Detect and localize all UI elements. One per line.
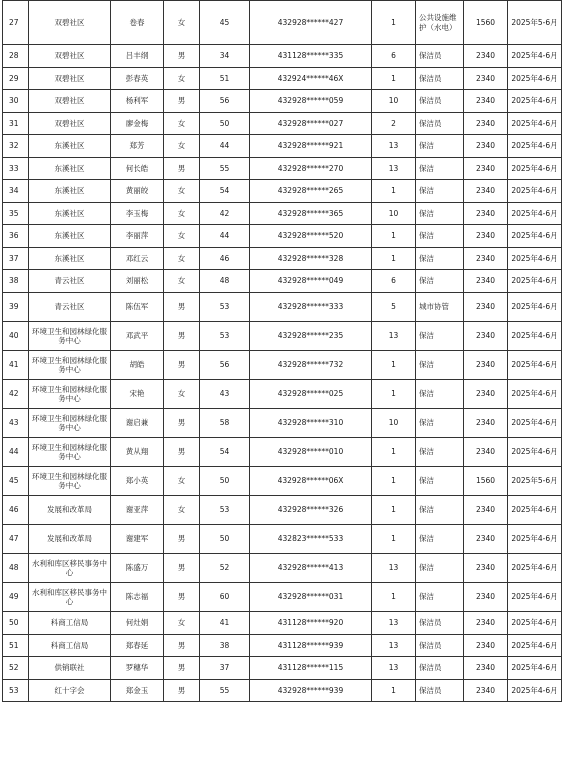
cell-position: 保洁 [416, 135, 464, 158]
table-body [3, 1, 562, 702]
cell-age: 37 [200, 657, 250, 680]
cell-position: 保洁员 [416, 90, 464, 113]
cell-gender: 女 [164, 203, 200, 225]
cell-id-number: 431128******115 [250, 657, 372, 680]
cell-gender: 女 [164, 1, 200, 45]
cell-name: 邓红云 [111, 248, 164, 270]
cell-gender: 男 [164, 409, 200, 438]
cell-age: 50 [200, 467, 250, 496]
table-row [3, 1, 562, 45]
cell-index: 39 [3, 293, 29, 322]
cell-index: 45 [3, 467, 29, 496]
cell-months: 1 [372, 496, 416, 525]
cell-name: 陈志福 [111, 583, 164, 612]
cell-period: 2025年4-6月 [508, 135, 562, 158]
cell-position: 保洁员 [416, 113, 464, 135]
table-row [3, 158, 562, 180]
cell-name: 黄从翔 [111, 438, 164, 467]
table-row [3, 248, 562, 270]
cell-age: 34 [200, 45, 250, 68]
cell-unit: 供销联社 [29, 657, 111, 680]
cell-index: 33 [3, 158, 29, 180]
table-row [3, 467, 562, 496]
cell-name: 罗穗华 [111, 657, 164, 680]
cell-name: 谢亚萍 [111, 496, 164, 525]
cell-position: 保洁 [416, 525, 464, 554]
cell-unit: 东溪社区 [29, 203, 111, 225]
cell-period: 2025年4-6月 [508, 525, 562, 554]
cell-id-number: 432823******533 [250, 525, 372, 554]
cell-unit: 东溪社区 [29, 158, 111, 180]
cell-position: 保洁 [416, 158, 464, 180]
cell-age: 44 [200, 225, 250, 248]
cell-name: 陈伍军 [111, 293, 164, 322]
table-row [3, 583, 562, 612]
cell-unit: 环境卫生和园林绿化服务中心 [29, 467, 111, 496]
cell-amount: 2340 [464, 270, 508, 293]
cell-id-number: 432928******520 [250, 225, 372, 248]
cell-index: 52 [3, 657, 29, 680]
cell-period: 2025年4-6月 [508, 90, 562, 113]
cell-position: 保洁 [416, 270, 464, 293]
cell-months: 1 [372, 438, 416, 467]
table-row [3, 113, 562, 135]
cell-gender: 女 [164, 68, 200, 90]
cell-unit: 东溪社区 [29, 180, 111, 203]
cell-id-number: 432928******921 [250, 135, 372, 158]
cell-gender: 女 [164, 135, 200, 158]
cell-age: 50 [200, 113, 250, 135]
cell-gender: 男 [164, 680, 200, 702]
cell-amount: 2340 [464, 525, 508, 554]
cell-unit: 科商工信局 [29, 635, 111, 657]
cell-name: 黄丽皎 [111, 180, 164, 203]
cell-amount: 2340 [464, 293, 508, 322]
cell-index: 29 [3, 68, 29, 90]
cell-gender: 男 [164, 293, 200, 322]
cell-amount: 1560 [464, 1, 508, 45]
cell-amount: 2340 [464, 409, 508, 438]
cell-age: 55 [200, 158, 250, 180]
cell-amount: 2340 [464, 438, 508, 467]
cell-unit: 东溪社区 [29, 248, 111, 270]
cell-period: 2025年4-6月 [508, 438, 562, 467]
cell-months: 10 [372, 90, 416, 113]
cell-period: 2025年5-6月 [508, 467, 562, 496]
cell-unit: 环境卫生和园林绿化服务中心 [29, 409, 111, 438]
cell-id-number: 432924******46X [250, 68, 372, 90]
cell-gender: 男 [164, 583, 200, 612]
cell-age: 44 [200, 135, 250, 158]
cell-age: 53 [200, 496, 250, 525]
cell-unit: 青云社区 [29, 293, 111, 322]
table-row [3, 90, 562, 113]
cell-amount: 2340 [464, 90, 508, 113]
cell-name: 廖金梅 [111, 113, 164, 135]
cell-index: 35 [3, 203, 29, 225]
cell-months: 13 [372, 657, 416, 680]
cell-name: 卷春 [111, 1, 164, 45]
cell-index: 28 [3, 45, 29, 68]
cell-unit: 水利和库区移民事务中心 [29, 554, 111, 583]
cell-name: 宋艳 [111, 380, 164, 409]
table-row [3, 612, 562, 635]
cell-position: 保洁 [416, 438, 464, 467]
cell-period: 2025年4-6月 [508, 554, 562, 583]
cell-period: 2025年4-6月 [508, 583, 562, 612]
cell-gender: 男 [164, 158, 200, 180]
cell-gender: 男 [164, 351, 200, 380]
cell-months: 6 [372, 270, 416, 293]
cell-position: 保洁 [416, 180, 464, 203]
cell-position: 保洁 [416, 380, 464, 409]
cell-unit: 双碧社区 [29, 1, 111, 45]
cell-period: 2025年4-6月 [508, 270, 562, 293]
cell-months: 1 [372, 525, 416, 554]
cell-period: 2025年4-6月 [508, 225, 562, 248]
cell-months: 1 [372, 180, 416, 203]
cell-index: 41 [3, 351, 29, 380]
cell-period: 2025年4-6月 [508, 680, 562, 702]
cell-period: 2025年4-6月 [508, 45, 562, 68]
cell-name: 郑春延 [111, 635, 164, 657]
cell-index: 49 [3, 583, 29, 612]
cell-id-number: 432928******427 [250, 1, 372, 45]
cell-name: 刘丽松 [111, 270, 164, 293]
cell-id-number: 432928******333 [250, 293, 372, 322]
cell-period: 2025年4-6月 [508, 68, 562, 90]
cell-position: 保洁员 [416, 612, 464, 635]
cell-gender: 男 [164, 90, 200, 113]
cell-name: 杨利军 [111, 90, 164, 113]
cell-age: 55 [200, 680, 250, 702]
cell-unit: 青云社区 [29, 270, 111, 293]
cell-unit: 环境卫生和园林绿化服务中心 [29, 322, 111, 351]
cell-id-number: 432928******328 [250, 248, 372, 270]
cell-name: 郑芳 [111, 135, 164, 158]
cell-amount: 2340 [464, 380, 508, 409]
cell-position: 公共设施维护（水电） [416, 1, 464, 45]
cell-amount: 2340 [464, 225, 508, 248]
table-row [3, 180, 562, 203]
cell-name: 谢启兼 [111, 409, 164, 438]
table-row [3, 293, 562, 322]
cell-age: 53 [200, 293, 250, 322]
table-row [3, 657, 562, 680]
cell-name: 邓武平 [111, 322, 164, 351]
cell-id-number: 432928******310 [250, 409, 372, 438]
cell-unit: 双碧社区 [29, 45, 111, 68]
cell-index: 42 [3, 380, 29, 409]
cell-period: 2025年4-6月 [508, 351, 562, 380]
cell-name: 何灶娟 [111, 612, 164, 635]
cell-period: 2025年4-6月 [508, 158, 562, 180]
cell-index: 46 [3, 496, 29, 525]
cell-amount: 2340 [464, 657, 508, 680]
cell-period: 2025年4-6月 [508, 635, 562, 657]
cell-id-number: 432928******010 [250, 438, 372, 467]
cell-months: 10 [372, 409, 416, 438]
cell-index: 51 [3, 635, 29, 657]
cell-amount: 2340 [464, 68, 508, 90]
cell-amount: 2340 [464, 45, 508, 68]
table-row [3, 225, 562, 248]
cell-id-number: 432928******265 [250, 180, 372, 203]
cell-period: 2025年4-6月 [508, 248, 562, 270]
table-row [3, 525, 562, 554]
cell-period: 2025年4-6月 [508, 322, 562, 351]
cell-index: 48 [3, 554, 29, 583]
cell-months: 1 [372, 248, 416, 270]
cell-months: 10 [372, 203, 416, 225]
table-row [3, 203, 562, 225]
cell-index: 32 [3, 135, 29, 158]
cell-months: 1 [372, 583, 416, 612]
cell-name: 李玉梅 [111, 203, 164, 225]
table-row [3, 270, 562, 293]
cell-position: 保洁 [416, 351, 464, 380]
cell-id-number: 432928******326 [250, 496, 372, 525]
cell-age: 48 [200, 270, 250, 293]
table-row [3, 135, 562, 158]
cell-gender: 男 [164, 554, 200, 583]
cell-months: 1 [372, 351, 416, 380]
cell-position: 保洁 [416, 583, 464, 612]
cell-amount: 2340 [464, 612, 508, 635]
cell-period: 2025年5-6月 [508, 1, 562, 45]
cell-index: 43 [3, 409, 29, 438]
cell-gender: 女 [164, 380, 200, 409]
cell-id-number: 431128******939 [250, 635, 372, 657]
cell-amount: 2340 [464, 680, 508, 702]
cell-id-number: 431128******335 [250, 45, 372, 68]
table-row [3, 438, 562, 467]
cell-index: 47 [3, 525, 29, 554]
cell-age: 60 [200, 583, 250, 612]
cell-age: 58 [200, 409, 250, 438]
cell-id-number: 432928******235 [250, 322, 372, 351]
cell-id-number: 432928******270 [250, 158, 372, 180]
cell-index: 38 [3, 270, 29, 293]
cell-period: 2025年4-6月 [508, 293, 562, 322]
cell-name: 谢建军 [111, 525, 164, 554]
cell-position: 保洁员 [416, 657, 464, 680]
cell-amount: 2340 [464, 113, 508, 135]
cell-months: 6 [372, 45, 416, 68]
cell-amount: 2340 [464, 635, 508, 657]
cell-position: 保洁 [416, 496, 464, 525]
table-row [3, 635, 562, 657]
cell-name: 吕丰纲 [111, 45, 164, 68]
cell-gender: 女 [164, 180, 200, 203]
cell-gender: 男 [164, 45, 200, 68]
cell-months: 13 [372, 322, 416, 351]
cell-index: 50 [3, 612, 29, 635]
cell-unit: 双碧社区 [29, 113, 111, 135]
cell-unit: 发展和改革局 [29, 525, 111, 554]
cell-period: 2025年4-6月 [508, 612, 562, 635]
cell-id-number: 432928******031 [250, 583, 372, 612]
cell-index: 40 [3, 322, 29, 351]
cell-gender: 女 [164, 248, 200, 270]
cell-id-number: 432928******049 [250, 270, 372, 293]
cell-gender: 女 [164, 113, 200, 135]
cell-unit: 东溪社区 [29, 135, 111, 158]
cell-gender: 男 [164, 438, 200, 467]
cell-name: 郑小英 [111, 467, 164, 496]
cell-period: 2025年4-6月 [508, 180, 562, 203]
cell-months: 1 [372, 1, 416, 45]
cell-position: 城市协管 [416, 293, 464, 322]
cell-unit: 环境卫生和园林绿化服务中心 [29, 351, 111, 380]
cell-gender: 女 [164, 225, 200, 248]
cell-id-number: 432928******06X [250, 467, 372, 496]
cell-age: 54 [200, 438, 250, 467]
table-row [3, 496, 562, 525]
cell-id-number: 432928******365 [250, 203, 372, 225]
cell-position: 保洁 [416, 467, 464, 496]
cell-name: 彭春英 [111, 68, 164, 90]
cell-period: 2025年4-6月 [508, 657, 562, 680]
table-row [3, 380, 562, 409]
cell-unit: 东溪社区 [29, 225, 111, 248]
cell-period: 2025年4-6月 [508, 113, 562, 135]
cell-id-number: 432928******413 [250, 554, 372, 583]
cell-months: 1 [372, 680, 416, 702]
cell-position: 保洁 [416, 554, 464, 583]
cell-age: 38 [200, 635, 250, 657]
cell-gender: 女 [164, 496, 200, 525]
cell-amount: 2340 [464, 248, 508, 270]
cell-months: 13 [372, 635, 416, 657]
cell-amount: 2340 [464, 554, 508, 583]
cell-age: 52 [200, 554, 250, 583]
cell-index: 37 [3, 248, 29, 270]
cell-amount: 2340 [464, 322, 508, 351]
table-row [3, 322, 562, 351]
cell-amount: 2340 [464, 583, 508, 612]
table-row [3, 680, 562, 702]
cell-name: 陈盛万 [111, 554, 164, 583]
cell-position: 保洁 [416, 248, 464, 270]
cell-gender: 男 [164, 635, 200, 657]
cell-age: 51 [200, 68, 250, 90]
cell-months: 1 [372, 467, 416, 496]
cell-unit: 水利和库区移民事务中心 [29, 583, 111, 612]
cell-name: 胡皓 [111, 351, 164, 380]
table-row [3, 68, 562, 90]
cell-position: 保洁员 [416, 635, 464, 657]
cell-gender: 男 [164, 525, 200, 554]
cell-months: 13 [372, 554, 416, 583]
cell-months: 5 [372, 293, 416, 322]
cell-amount: 2340 [464, 203, 508, 225]
cell-name: 郑金玉 [111, 680, 164, 702]
table-row [3, 554, 562, 583]
cell-amount: 1560 [464, 467, 508, 496]
cell-id-number: 432928******732 [250, 351, 372, 380]
cell-months: 1 [372, 380, 416, 409]
cell-position: 保洁 [416, 225, 464, 248]
cell-age: 56 [200, 351, 250, 380]
cell-position: 保洁 [416, 203, 464, 225]
cell-index: 36 [3, 225, 29, 248]
cell-gender: 男 [164, 657, 200, 680]
cell-name: 何长皓 [111, 158, 164, 180]
cell-age: 42 [200, 203, 250, 225]
cell-unit: 发展和改革局 [29, 496, 111, 525]
cell-months: 13 [372, 158, 416, 180]
cell-position: 保洁员 [416, 68, 464, 90]
cell-gender: 女 [164, 612, 200, 635]
cell-months: 2 [372, 113, 416, 135]
cell-amount: 2340 [464, 158, 508, 180]
cell-position: 保洁员 [416, 45, 464, 68]
cell-index: 44 [3, 438, 29, 467]
cell-period: 2025年4-6月 [508, 380, 562, 409]
cell-position: 保洁 [416, 322, 464, 351]
cell-id-number: 432928******059 [250, 90, 372, 113]
cell-age: 43 [200, 380, 250, 409]
cell-index: 30 [3, 90, 29, 113]
cell-unit: 科商工信局 [29, 612, 111, 635]
cell-position: 保洁员 [416, 680, 464, 702]
cell-id-number: 432928******025 [250, 380, 372, 409]
cell-period: 2025年4-6月 [508, 203, 562, 225]
cell-unit: 环境卫生和园林绿化服务中心 [29, 380, 111, 409]
cell-amount: 2340 [464, 496, 508, 525]
cell-position: 保洁 [416, 409, 464, 438]
cell-age: 50 [200, 525, 250, 554]
cell-age: 46 [200, 248, 250, 270]
cell-unit: 环境卫生和园林绿化服务中心 [29, 438, 111, 467]
cell-months: 1 [372, 68, 416, 90]
cell-unit: 双碧社区 [29, 68, 111, 90]
cell-index: 34 [3, 180, 29, 203]
cell-amount: 2340 [464, 351, 508, 380]
cell-gender: 男 [164, 322, 200, 351]
cell-months: 13 [372, 612, 416, 635]
cell-name: 李丽萍 [111, 225, 164, 248]
cell-amount: 2340 [464, 135, 508, 158]
cell-gender: 女 [164, 270, 200, 293]
cell-months: 13 [372, 135, 416, 158]
cell-period: 2025年4-6月 [508, 496, 562, 525]
cell-id-number: 431128******920 [250, 612, 372, 635]
table-row [3, 351, 562, 380]
cell-index: 53 [3, 680, 29, 702]
cell-index: 27 [3, 1, 29, 45]
cell-gender: 女 [164, 467, 200, 496]
cell-id-number: 432928******939 [250, 680, 372, 702]
cell-index: 31 [3, 113, 29, 135]
cell-age: 56 [200, 90, 250, 113]
subsidy-table [2, 0, 562, 702]
table-row [3, 409, 562, 438]
cell-age: 53 [200, 322, 250, 351]
cell-months: 1 [372, 225, 416, 248]
cell-age: 45 [200, 1, 250, 45]
cell-unit: 双碧社区 [29, 90, 111, 113]
cell-unit: 红十字会 [29, 680, 111, 702]
table-row [3, 45, 562, 68]
cell-id-number: 432928******027 [250, 113, 372, 135]
cell-age: 41 [200, 612, 250, 635]
cell-amount: 2340 [464, 180, 508, 203]
cell-age: 54 [200, 180, 250, 203]
cell-period: 2025年4-6月 [508, 409, 562, 438]
